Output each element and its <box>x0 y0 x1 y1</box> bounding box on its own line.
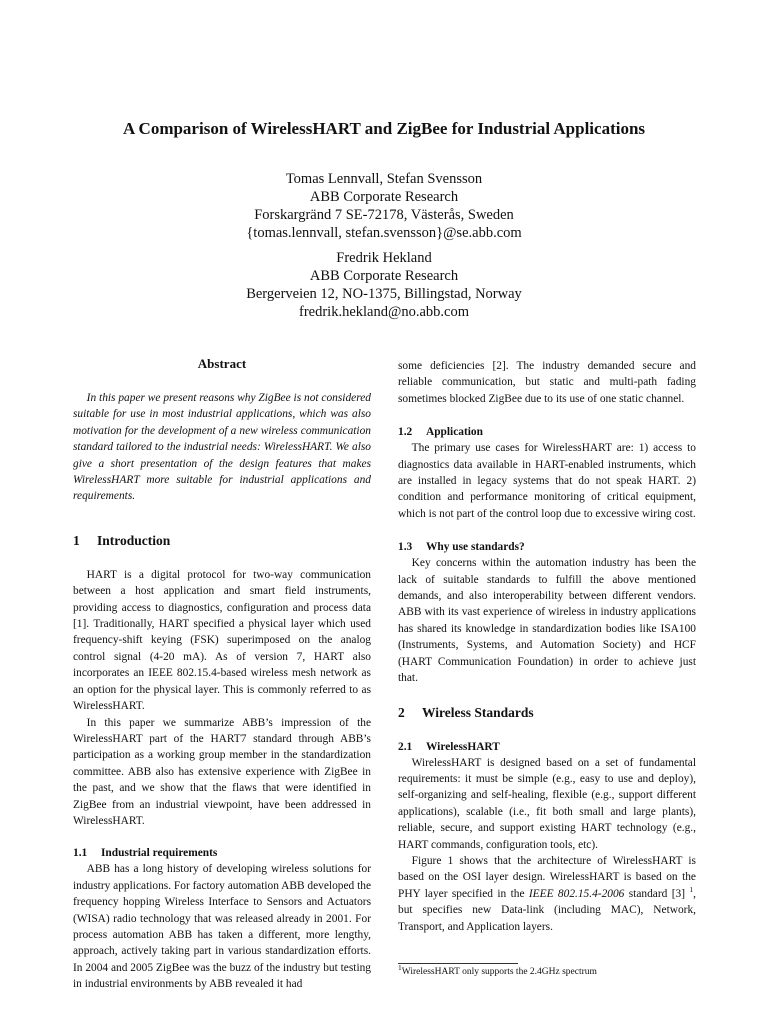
section-title: Introduction <box>97 532 171 548</box>
section-heading-introduction <box>73 532 371 550</box>
standard-name: IEEE 802.15.4-2006 <box>528 887 625 900</box>
author-address: Bergerveien 12, NO-1375, Billingstad, Norway <box>246 286 522 302</box>
footnote-text: WirelessHART only supports the 2.4GHz spectrum <box>401 967 597 977</box>
paragraph: ABB has a long history of developing wireless solutions for industry applications. For factory automation ABB developed the frequency hopping Wireless Interface to Sensors and Actuators (WISA) radio technology that was released already in 2001. For process automation ABB has taken a different, more lengthy, approach, actively taking part in various standardization efforts. In 2004 and 2005 ZigBee was the buzz of the industry but testing in industrial environments by ABB revealed it had <box>73 863 371 991</box>
paragraph: The primary use cases for WirelessHART are: 1) access to diagnostics data available in HART-enabled instruments, which are installed in legacy systems that do not speak HART. 2) condition and performance monitoring of critical equipment, which is not part of the control loop due to excessive wiring cost. <box>398 442 696 520</box>
paragraph: HART is a digital protocol for two-way communication between a host application and smart field instruments, providing access to diagnostics, configuration and process data [1]. Traditionally, HART specified a physical layer which used frequency-shift keying (FSK) superimposed on the analog control signal (4-20 mA). As of version 7, HART also incorporates an IEEE 802.15.4-based wireless mesh network as an option for the physical layer. This is commonly referred to as WirelessHART. <box>73 568 371 713</box>
paragraph: WirelessHART is designed based on a set of fundamental requirements: it must be simple (e.g., easy to use and deploy), self-organizing and self-healing, flexible (e.g., support different applications), scalable (i.e., fit both small and large plants), reliable, secure, and support existing HART technology (e.g., HART commands, configuration tools, etc). <box>398 756 696 851</box>
author-block-2 <box>60 249 708 321</box>
section-heading-wireless-standards <box>398 704 696 722</box>
abstract-heading: Abstract <box>197 356 247 371</box>
author-address: Forskargränd 7 SE-72178, Västerås, Sweden <box>254 207 514 223</box>
author-email: {tomas.lennvall, stefan.svensson}@se.abb.com <box>246 225 522 241</box>
author-email: fredrik.hekland@no.abb.com <box>299 304 469 320</box>
subsection-number: 1.3 <box>398 541 413 554</box>
subsection-number: 1.1 <box>73 847 88 860</box>
subsection-number: 1.2 <box>398 426 413 439</box>
paragraph-with-footnote <box>398 853 696 935</box>
left-column <box>73 356 371 993</box>
paragraph: Key concerns within the automation industry has been the lack of suitable standards to fulfill the above mentioned demands, and also interoperability between different vendors. ABB with its vast experience of wireless in industry applications has shared its knowledge in standardization bodies like ISA100 (Instruments, Systems, and Automation Society) and HCF (HART Communication Foundation) in order to achieve just that. <box>398 557 696 685</box>
section-number: 1 <box>73 532 80 548</box>
subsection-number: 2.1 <box>398 740 413 753</box>
subsection-title: Why use standards? <box>426 541 525 554</box>
paper-title: A Comparison of WirelessHART and ZigBee for Industrial Applications <box>122 119 646 138</box>
footnote-marker: 1 <box>689 884 694 894</box>
footnote <box>398 962 597 978</box>
subsection-heading-why-standards <box>398 539 696 555</box>
footnote-divider <box>398 963 518 964</box>
paragraph-continued: some deficiencies [2]. The industry demanded secure and reliable communication, but static and multi-path fading sometimes blocked ZigBee due to its use of one static channel. <box>398 360 696 405</box>
subsection-title: Application <box>426 426 483 439</box>
paragraph: In this paper we summarize ABB’s impression of the WirelessHART part of the HART7 standard through ABB’s participation as a working group member in the standardization committee. ABB also has extensive experience with ZigBee in the past, and we show that the flaws that were identified in ZigBee from an industrial viewpoint, have been addressed in WirelessHART. <box>73 716 371 827</box>
subsection-heading-wirelesshart <box>398 739 696 755</box>
section-number: 2 <box>398 704 405 720</box>
subsection-heading-application <box>398 424 696 440</box>
text-span: Figure 1 shows that the architecture of WirelessHART is based on the OSI layer design. WirelessHART is based on the PHY layer specified in the <box>398 854 696 900</box>
text-span: standard [3] <box>624 887 690 900</box>
abstract-text: In this paper we present reasons why ZigBee is not considered suitable for use in most industrial applications, which was also motivation for the development of a new wireless communication standard tailored to the industrial needs: WirelessHART. We also give a short presentation of the design features that makes WirelessHART more suitable for industrial applications and requirements. <box>73 392 371 503</box>
section-title: Wireless Standards <box>422 704 534 720</box>
author-affiliation: ABB Corporate Research <box>309 268 459 284</box>
author-block-1 <box>60 170 708 242</box>
author-affiliation: ABB Corporate Research <box>309 189 459 205</box>
text-span: , but specifies new Data-link (including MAC), Network, Transport, and Application layers. <box>398 887 696 933</box>
subsection-title: WirelessHART <box>426 740 500 753</box>
right-column <box>398 358 696 935</box>
footnote-mark: 1 <box>398 962 402 972</box>
subsection-heading-industrial-requirements <box>73 845 371 861</box>
author-names: Tomas Lennvall, Stefan Svensson <box>285 171 483 187</box>
author-names: Fredrik Hekland <box>336 250 432 266</box>
subsection-title: Industrial requirements <box>101 847 218 860</box>
